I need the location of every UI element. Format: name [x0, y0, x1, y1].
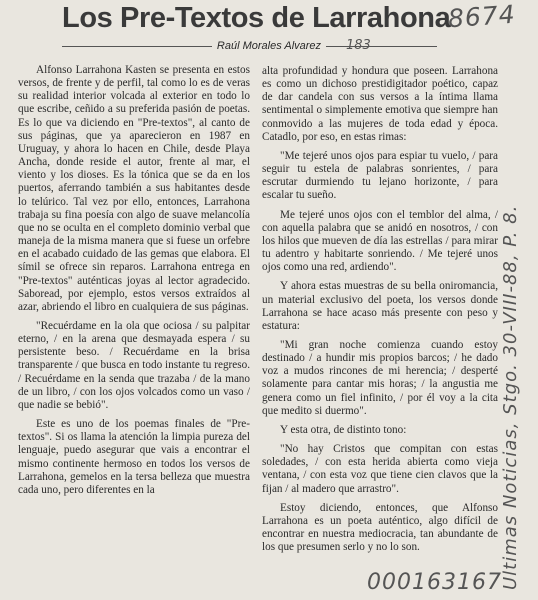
paragraph: Este es uno de los poemas finales de "Pre-textos". Si os llama la atención la limpia pureza del lenguaje, puedo asegurar que vais a encontrar el mismo continente hermoso en todos los versos de Larrahona, gemelos en la tersa belleza que muestra cada uno, pero diferentes en la [18, 418, 250, 496]
paragraph: Me tejeré unos ojos con el temblor del alma, / con aquella palabra que se anidó en nosotros, / con los hilos que mueven de día las estrellas / para mirar tu adentro y habitarte sonriendo. / Me tejeré unos ojos como una red, ardiendo". [262, 208, 498, 274]
paragraph: "Mi gran noche comienza cuando estoy destinado / a hundir mis propios barcos; / he dado voz a mudos rincones de mi herencia; / desperté solamente para cantar mis horas; / la angustia me genera como un fiel infinito, / por él voy a la cita que medito si duermo". [262, 338, 498, 417]
paragraph: Y ahora estas muestras de su bella oniromancia, un material exclusivo del poeta, los versos donde Larrahona se hace acaso más presente con peso y estatura: [262, 280, 498, 332]
paragraph: Y esta otra, de distinto tono: [280, 423, 407, 436]
handwritten-number: 8674 [447, 0, 517, 34]
paragraph: "Me tejeré unos ojos para espiar tu vuelo, / para seguir tu estela de palabras sonrientes, / para escrutar durmiendo tu lejano horizonte, / para escalar tu sueño. [262, 149, 498, 202]
article-column-left [18, 64, 250, 497]
byline [0, 40, 538, 52]
handwritten-mark: 183 [346, 38, 371, 53]
paragraph: Estoy diciendo, entonces, que Alfonso Larrahona es un poeta auténtico, algo difícil de encontrar en nuestra mediocracia, tan abundante de los que presumen serlo y no lo son. [262, 501, 498, 554]
author-name: Raúl Morales Alvarez [212, 40, 326, 52]
paragraph: Alfonso Larrahona Kasten se presenta en estos versos, de frente y de perfil, tal como lo es de veras su realidad interior volcada al exterior en todo lo que escribe, ceñido a su preferida pasión de poetas. Es lo que va diciendo en "Pre-textos", al canto de sus páginas, que ya aparecieron en 1987 en Uruguay, y ahora lo hacen en Chile, desde Playa Ancha, donde reside el autor, frente al mar, el viento y los dioses. Es la tónica que se da en los puertos, aferrando también a sus habitantes desde lo telúrico. Tal vez por ello, entonces, Larrahona trabaja su fina poesía con algo de suave melancolía que no se oculta en el completo dominio verbal que maneja de la misma manera que si fuese un orfebre en el acabado cuidado de las gemas que elabora. El símil se ofrece sin reparos. Larrahona entrega en "Pre-textos" auténticas joyas al lector agradecido. Saboread, por ejemplo, estos versos extraídos al azar, abriendo el libro en cualquiera de sus páginas. [18, 64, 250, 313]
handwritten-code: 000163167 [367, 570, 502, 595]
paragraph: "Recuérdame en la ola que ociosa / su palpitar eterno, / en la arena que desmayada espera / su persistente beso. / Recuérdame en la brisa transparente / que busca en todo instante tu regreso. / Recuérdame en la senda que trazaba / de la mano de un libro, / con los ojos volcados como un vaso / que nadie se bebió". [18, 319, 250, 411]
handwritten-source-note: Ultimas Noticias, Stgo. 30-VIII-88, P. 8. [500, 204, 521, 590]
paragraph: alta profundidad y hondura que poseen. Larrahona es como un dichoso prestidigitador poético, capaz de dar candela con sus versos a la íntima llama sentimental o simplemente emotiva que siempre han conmovido a las mujeres de toda edad y época. Catadlo, por eso, en estas rimas: [262, 65, 498, 143]
paragraph: "No hay Cristos que compitan con estas soledades, / con esta herida abierta como vieja ventana, / con esta voz que tiene cien clavos que la fijan / al madero que arrastro". [262, 443, 498, 495]
article-title: Los Pre-Textos de Larrahona [62, 2, 451, 34]
article-column-right [262, 65, 498, 554]
